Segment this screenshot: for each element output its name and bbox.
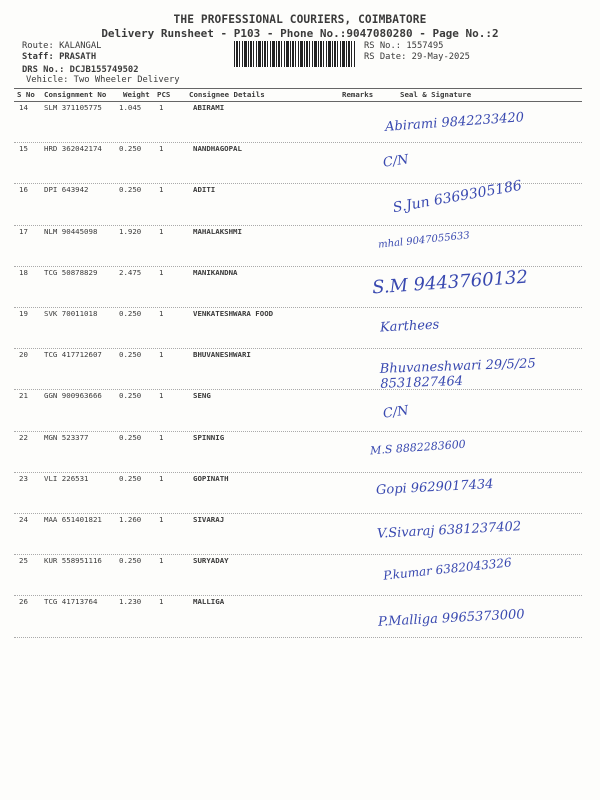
row-consignment: MAA 651401821 [44, 515, 102, 524]
drs-number: DRS No.: DCJB155749502 [22, 65, 139, 75]
row-sno: 20 [19, 350, 28, 360]
row-consignee: MAHALAKSHMI [193, 226, 242, 236]
row-consignee: SPINNIG [193, 432, 225, 442]
row-weight: 1.230 [119, 597, 142, 607]
row-pcs: 1 [159, 226, 164, 236]
table-row [0, 515, 600, 556]
row-pcs: 1 [159, 473, 164, 483]
signature: P.kumar 6382043326 [382, 555, 513, 583]
table-row [0, 474, 600, 515]
row-consignment: GGN 900963666 [44, 391, 102, 401]
row-pcs: 1 [159, 391, 164, 401]
row-consignee: ADITI [193, 185, 216, 195]
route: Route: KALANGAL [22, 41, 102, 51]
signature: Karthees [379, 317, 440, 336]
rs-date: RS Date: 29-May-2025 [364, 52, 470, 62]
signature: mhal 9047055633 [377, 229, 471, 251]
row-consignment: MGN 523377 [44, 432, 89, 442]
row-pcs: 1 [159, 267, 164, 277]
col-remarks: Remarks [342, 90, 374, 99]
table-row [0, 391, 600, 432]
table-row [0, 103, 600, 144]
col-weight: Weight [123, 90, 150, 99]
signature: V.Sivaraj 6381237402 [376, 519, 522, 542]
row-separator [14, 142, 582, 143]
row-weight: 2.475 [119, 267, 142, 277]
rs-info [364, 41, 470, 63]
row-consignee: VENKATESHWARA FOOD [193, 309, 274, 318]
row-weight: 1.920 [119, 226, 142, 236]
col-seal: Seal & Signature [400, 90, 472, 99]
row-sno: 14 [19, 103, 28, 112]
barcode-icon [234, 41, 356, 67]
table-row [0, 556, 600, 597]
row-consignee: ABIRAMI [193, 103, 225, 112]
row-separator [14, 225, 582, 226]
table-row [0, 597, 600, 638]
row-pcs: 1 [159, 309, 164, 318]
row-consignment: SLM 371105775 [44, 103, 102, 112]
row-sno: 26 [19, 597, 28, 607]
row-consignee: SIVARAJ [193, 515, 225, 524]
row-weight: 0.250 [119, 309, 142, 318]
signature: M.S 8882283600 [369, 437, 467, 457]
row-separator [14, 307, 582, 308]
company-title: THE PROFESSIONAL COURIERS, COIMBATORE [173, 13, 427, 26]
row-separator [14, 266, 582, 267]
row-weight: 1.260 [119, 515, 142, 524]
row-weight: 0.250 [119, 432, 142, 442]
row-pcs: 1 [159, 432, 164, 442]
table-row [0, 309, 600, 350]
row-sno: 19 [19, 309, 28, 318]
row-consignee: MANIKANDNA [193, 267, 238, 277]
row-separator [14, 389, 582, 390]
row-sno: 18 [19, 267, 28, 277]
row-pcs: 1 [159, 103, 164, 112]
header-bottom-rule [14, 101, 582, 102]
row-consignee: SURYADAY [193, 556, 229, 566]
row-consignment: SVK 70011018 [44, 309, 98, 318]
row-separator [14, 513, 582, 514]
signature: Gopi 9629017434 [375, 476, 494, 498]
signature: C/N [382, 152, 410, 171]
signature: P.Malliga 9965373000 [377, 607, 525, 631]
col-consignment: Consignment No [44, 90, 107, 99]
signature: Bhuvaneshwari 29/5/25 8531827464 [379, 356, 536, 393]
row-consignment: NLM 90445098 [44, 226, 98, 236]
vehicle: Vehicle: Two Wheeler Delivery [26, 75, 180, 85]
row-separator [14, 431, 582, 432]
table-row [0, 227, 600, 268]
staff: Staff: PRASATH [22, 52, 97, 62]
route-info [22, 41, 139, 76]
table-header [0, 89, 600, 101]
row-sno: 16 [19, 185, 28, 195]
row-consignment: TCG 41713764 [44, 597, 98, 607]
row-sno: 25 [19, 556, 28, 566]
table-row [0, 350, 600, 391]
runsheet-subtitle: Delivery Runsheet - P103 - Phone No.:9047080280 - Page No.:2 [101, 27, 499, 40]
row-sno: 23 [19, 473, 28, 483]
table-row [0, 268, 600, 309]
row-consignee: GOPINATH [193, 473, 229, 483]
row-pcs: 1 [159, 515, 164, 524]
row-sno: 21 [19, 391, 28, 401]
row-weight: 0.250 [119, 473, 142, 483]
signature: C/N [382, 403, 410, 423]
signature: S.M 9443760132 [371, 266, 529, 299]
col-sno: S No [17, 90, 35, 99]
row-consignee: SENG [193, 391, 211, 401]
row-pcs: 1 [159, 144, 164, 154]
row-sno: 24 [19, 515, 28, 524]
row-weight: 0.250 [119, 556, 142, 566]
row-weight: 1.045 [119, 103, 142, 112]
row-sno: 15 [19, 144, 28, 154]
row-pcs: 1 [159, 185, 164, 195]
row-weight: 0.250 [119, 185, 142, 195]
row-separator [14, 554, 582, 555]
row-pcs: 1 [159, 350, 164, 360]
row-consignment: DPI 643942 [44, 185, 89, 195]
row-separator [14, 595, 582, 596]
row-sno: 17 [19, 226, 28, 236]
row-separator [14, 348, 582, 349]
row-consignee: MALLIGA [193, 597, 225, 607]
row-consignee: NANDHAGOPAL [193, 144, 242, 154]
signature: Abirami 9842233420 [384, 110, 525, 135]
table-row [0, 433, 600, 474]
row-weight: 0.250 [119, 391, 142, 401]
row-weight: 0.250 [119, 350, 142, 360]
row-separator [14, 472, 582, 473]
col-pcs: PCS [157, 90, 171, 99]
table-row [0, 178, 600, 226]
row-weight: 0.250 [119, 144, 142, 154]
row-consignment: TCG 417712607 [44, 350, 102, 360]
rs-number: RS No.: 1557495 [364, 41, 444, 51]
row-separator [14, 637, 582, 638]
row-consignee: BHUVANESHWARI [193, 350, 251, 360]
row-consignment: TCG 50878829 [44, 267, 98, 277]
row-consignment: VLI 226531 [44, 473, 89, 483]
row-pcs: 1 [159, 597, 164, 607]
row-sno: 22 [19, 432, 28, 442]
row-pcs: 1 [159, 556, 164, 566]
row-consignment: HRD 362042174 [44, 144, 102, 154]
signature: S.Jun 6369305186 [391, 178, 524, 217]
col-consignee: Consignee Details [189, 90, 265, 99]
row-consignment: KUR 558951116 [44, 556, 102, 566]
